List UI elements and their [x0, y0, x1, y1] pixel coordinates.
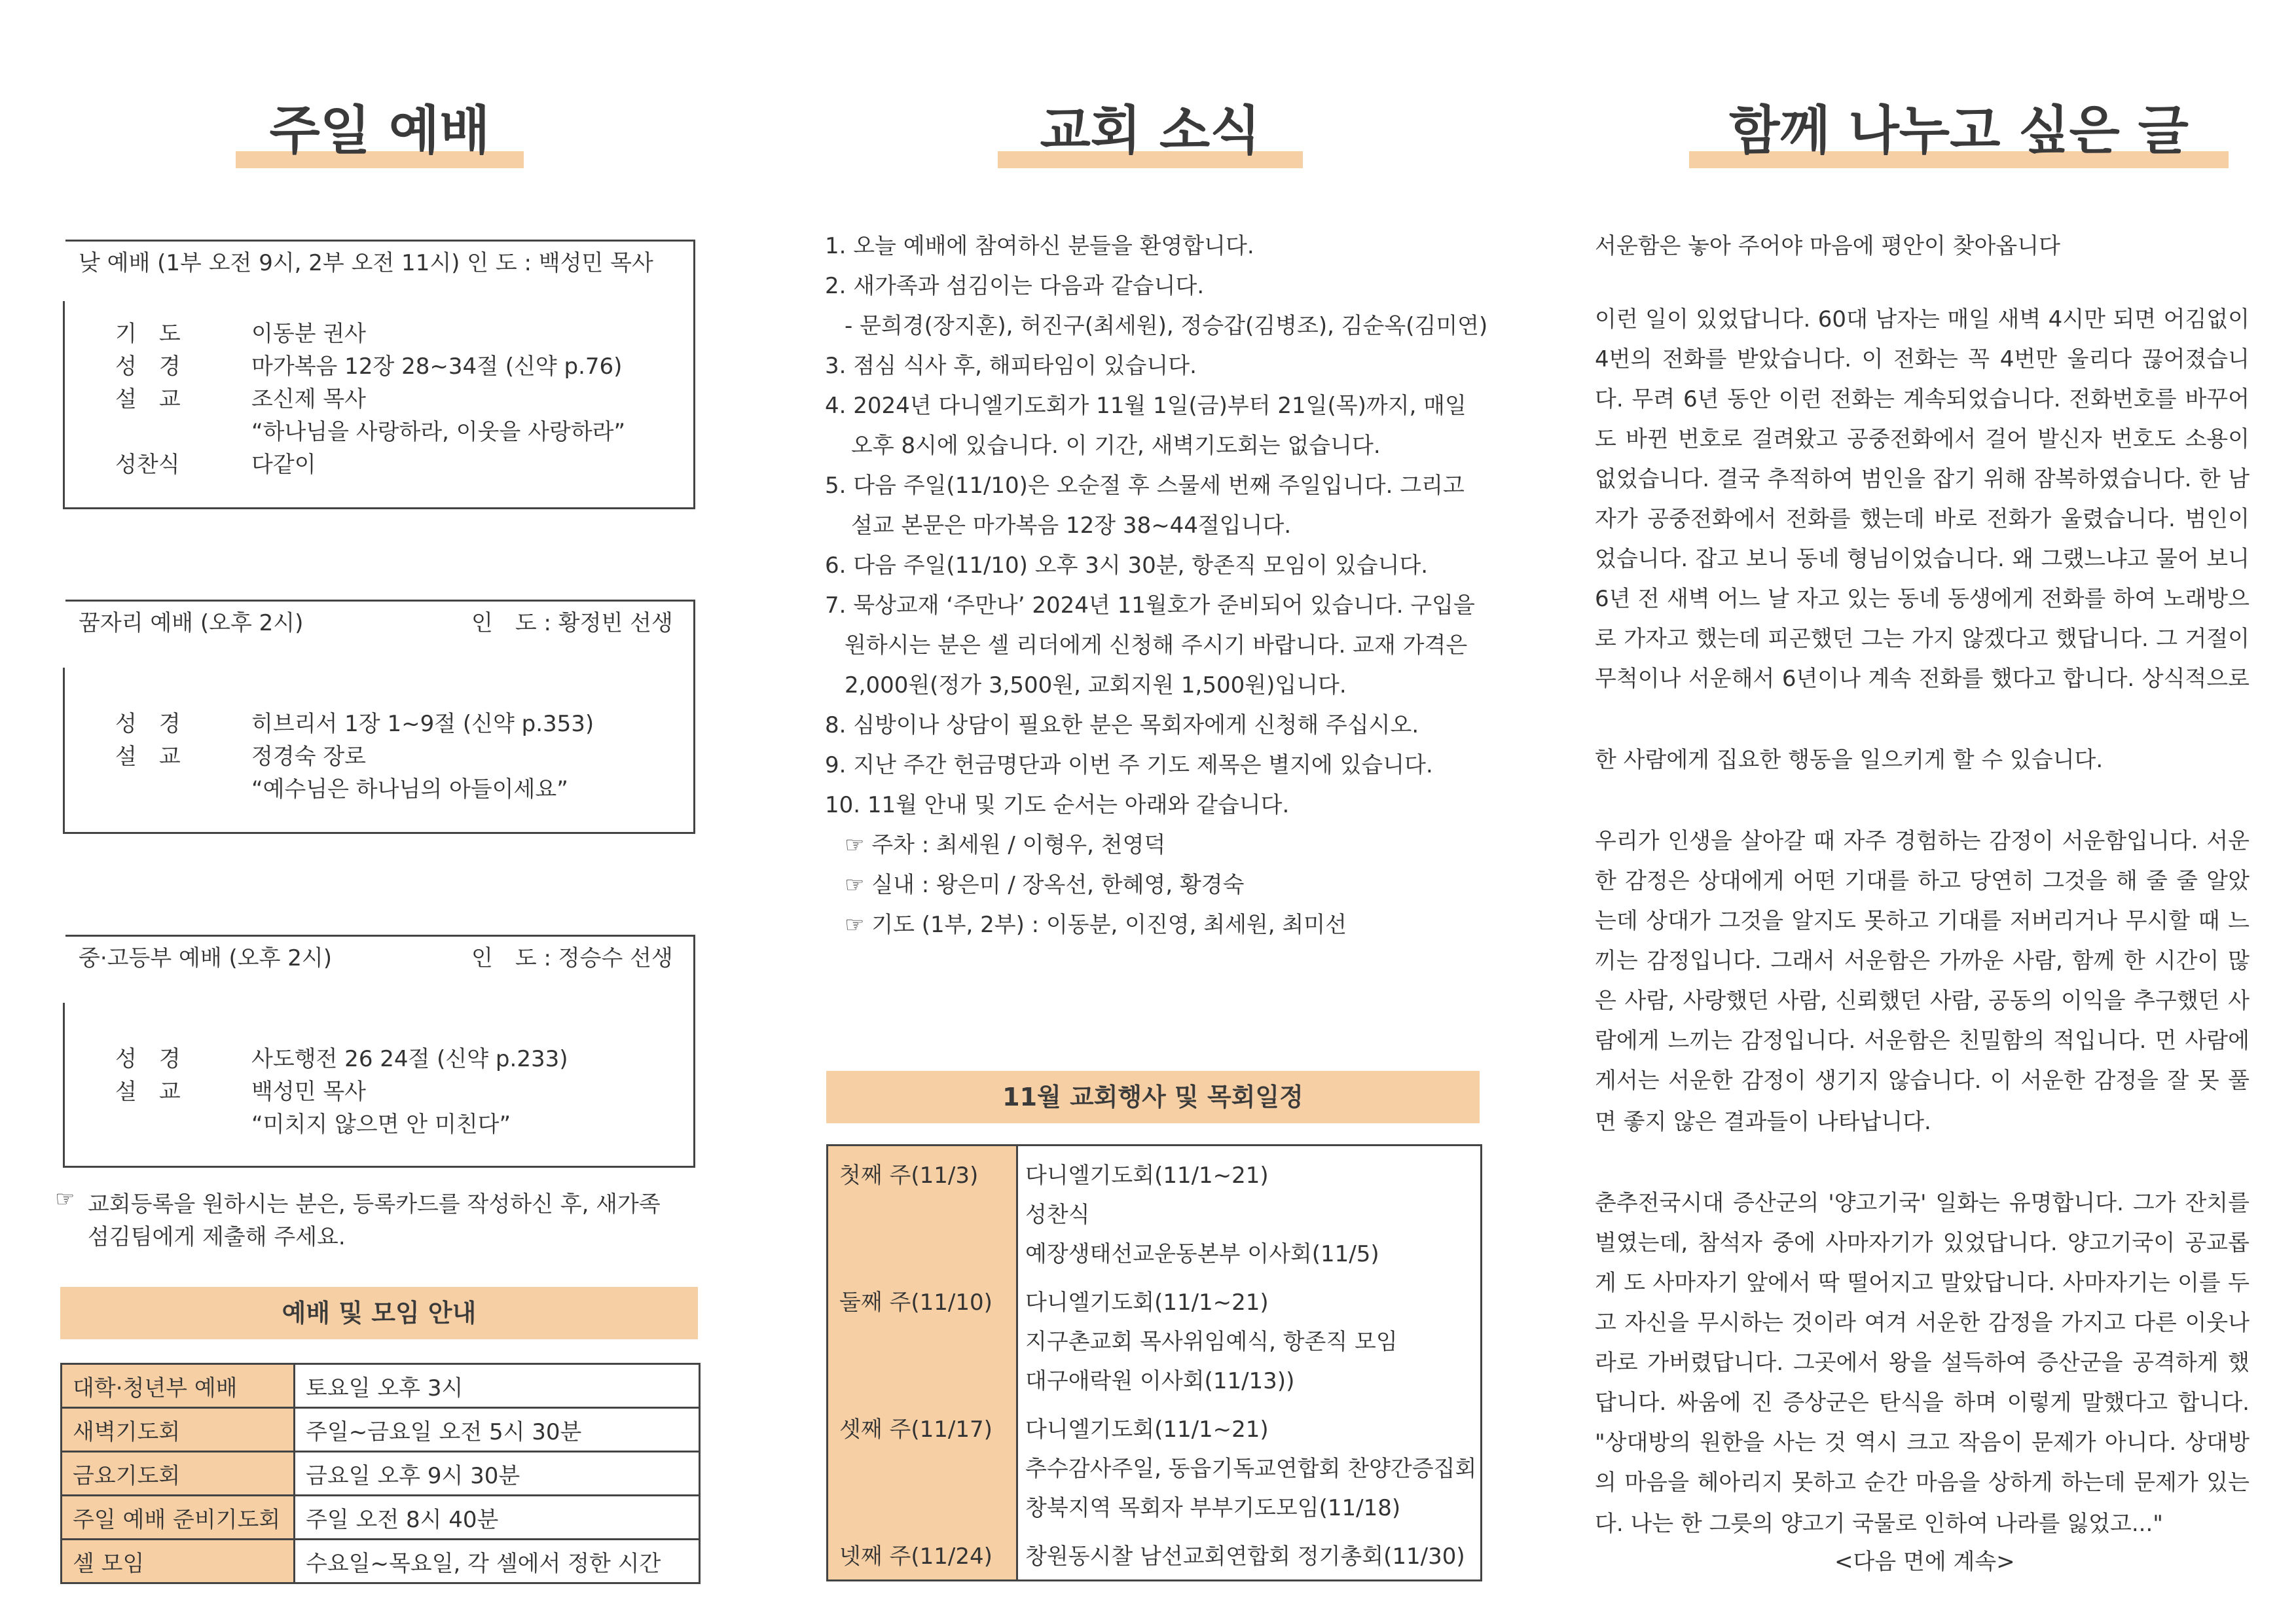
- schedule-item: 예장생태선교운동본부 이사회(11/5): [1025, 1241, 1379, 1267]
- schedule-week: 첫째 주(11/3): [839, 1163, 979, 1189]
- schedule-item: 창원동시찰 남선교회연합회 정기총회(11/30): [1025, 1543, 1465, 1570]
- table-row: [62, 1364, 700, 1408]
- youth-row-value: 사도행전 26 24절 (신약 p.233): [251, 1046, 568, 1072]
- schedule-item: 추수감사주일, 동읍기독교연합회 찬양간증집회: [1025, 1456, 1477, 1482]
- news-item: - 문희경(장지훈), 허진구(최세원), 정승갑(김병조), 김순옥(김미연): [845, 313, 1488, 339]
- schedule-title: 11월 교회행사 및 목회일정: [826, 1071, 1480, 1123]
- right-title: 함께 나누고 싶은 글: [1729, 100, 2189, 161]
- news-item: 10. 11월 안내 및 기도 순서는 아래와 같습니다.: [825, 792, 1290, 818]
- meeting-name: 셀 모임: [62, 1540, 295, 1583]
- news-item: 설교 본문은 마가복음 12장 38~44절입니다.: [851, 513, 1292, 539]
- schedule-week: 둘째 주(11/10): [839, 1290, 993, 1316]
- youth-sermon-title: “미치지 않으면 안 미친다”: [251, 1111, 511, 1138]
- news-item: 2. 새가족과 섬김이는 다음과 같습니다.: [825, 273, 1205, 299]
- news-item: ☞ 주차 : 최세원 / 이형우, 천영덕: [845, 832, 1166, 858]
- kids-row-label: 설 교: [115, 744, 181, 770]
- main-service-header: 낮 예배 (1부 오전 9시, 2부 오전 11시) 인 도 : 백성민 목사: [79, 250, 653, 276]
- news-item: 5. 다음 주일(11/10)은 오순절 후 스물세 번째 주일입니다. 그리고: [825, 473, 1465, 499]
- table-row: [62, 1540, 700, 1583]
- continued-note: <다음 면에 계속>: [1834, 1549, 2015, 1575]
- youth-row-label: 설 교: [115, 1079, 181, 1105]
- schedule-item: 지구촌교회 목사위임예식, 항존직 모임: [1025, 1329, 1398, 1355]
- schedule-item: 창북지역 목회자 부부기도모임(11/18): [1025, 1495, 1401, 1521]
- registration-note-line2: 섬김팀에게 제출해 주세요.: [88, 1224, 346, 1250]
- middle-title: 교회 소식: [1040, 100, 1261, 161]
- meeting-time: 토요일 오후 3시: [295, 1364, 700, 1408]
- essay-paragraph: 우리가 인생을 살아갈 때 자주 경험하는 감정이 서운함입니다. 서운한 감정은 상대에게 어떤 기대를 하고 당연히 그것을 해 줄 줄 알았는데 상대가 그것을 알지도 못하고 기대를 저버리거나 무시할 때 느끼는 감정입니다. 그래서 서운함은 가까운 사람, 함께 한 시간이 많은 사람, 사랑했던 사람, 신뢰했던 사람, 공동의 이익을 추구했던 사람에게 느끼는 감정입니다. 서운함은 친밀함의 적입니다. 먼 사람에게서는 서운한 감정이 생기지 않습니다. 이 서운한 감정을 잘 못 풀: [1595, 828, 2250, 1094]
- kids-sermon-title: “예수님은 하나님의 아들이세요”: [251, 776, 568, 803]
- meeting-name: 주일 예배 준비기도회: [62, 1496, 295, 1540]
- kids-service-box-top: [65, 600, 695, 672]
- table-row: [62, 1452, 700, 1496]
- news-item: 8. 심방이나 상담이 필요한 분은 목회자에게 신청해 주십시오.: [825, 712, 1419, 738]
- news-item: ☞ 기도 (1부, 2부) : 이동분, 이진영, 최세원, 최미선: [845, 912, 1347, 938]
- essay-paragraph-end: 면 좋지 않은 결과들이 나타납니다.: [1595, 1109, 1931, 1135]
- schedule-week: 넷째 주(11/24): [839, 1543, 993, 1570]
- kids-row-value: 정경숙 장로: [251, 744, 367, 770]
- schedule-week-column: [828, 1146, 1018, 1579]
- main-row-label: 설 교: [115, 386, 181, 412]
- news-item: ☞ 실내 : 왕은미 / 장옥선, 한혜영, 황경숙: [845, 872, 1245, 898]
- meeting-time: 주일~금요일 오전 5시 30분: [295, 1408, 700, 1452]
- schedule-item: 대구애락원 이사회(11/13)): [1025, 1368, 1295, 1394]
- youth-row-value: 백성민 목사: [251, 1079, 367, 1105]
- meeting-time: 주일 오전 8시 40분: [295, 1496, 700, 1540]
- main-row-value: 조신제 목사: [251, 386, 367, 412]
- essay-subtitle: 서운함은 놓아 주어야 마음에 평안이 찾아옵니다: [1595, 233, 2060, 259]
- main-row-value: 다같이: [251, 452, 316, 478]
- meeting-guide-title: 예배 및 모임 안내: [60, 1287, 698, 1339]
- kids-service-title: 꿈자리 예배 (오후 2시): [79, 610, 304, 636]
- left-title: 주일 예배: [269, 100, 490, 161]
- meeting-guide-table: [60, 1363, 701, 1584]
- kids-row-label: 성 경: [115, 711, 181, 737]
- schedule-item: 성찬식: [1025, 1202, 1090, 1228]
- news-item: 6. 다음 주일(11/10) 오후 3시 30분, 항존직 모임이 있습니다.: [825, 552, 1429, 579]
- meeting-name: 새벽기도회: [62, 1408, 295, 1452]
- meeting-name: 대학·청년부 예배: [62, 1364, 295, 1408]
- meeting-time: 금요일 오후 9시 30분: [295, 1452, 700, 1496]
- meeting-name: 금요기도회: [62, 1452, 295, 1496]
- registration-note-line1: 교회등록을 원하시는 분은, 등록카드를 작성하신 후, 새가족: [88, 1191, 661, 1218]
- youth-service-box-top: [65, 935, 695, 1007]
- youth-service-leader: 인 도 : 정승수 선생: [471, 945, 673, 971]
- news-item: 4. 2024년 다니엘기도회가 11월 1일(금)부터 21일(목)까지, 매일: [825, 393, 1467, 419]
- essay-paragraph-end: 한 사람에게 집요한 행동을 일으키게 할 수 있습니다.: [1595, 747, 2104, 773]
- table-row: [62, 1408, 700, 1452]
- youth-service-title: 중·고등부 예배 (오후 2시): [79, 945, 332, 971]
- news-item: 9. 지난 주간 헌금명단과 이번 주 기도 제목은 별지에 있습니다.: [825, 752, 1433, 778]
- essay-paragraph-end: 다. 나는 한 그릇의 양고기 국물로 인하여 나라를 잃었고...": [1595, 1511, 2163, 1537]
- essay-paragraph: 춘추전국시대 증산군의 '양고기국' 일화는 유명합니다. 그가 잔치를 벌였는데, 참석자 중에 사마자기가 있었답니다. 양고기국이 공교롭게 도 사마자기 앞에서 딱 떨어지고 말았답니다. 사마자기는 이를 두고 자신을 무시하는 것이라 여겨 서운한 감정을 가지고 다른 이웃나라로 가버렸답니다. 그곳에서 왕을 설득하여 증산군을 공격하게 했답니다. 싸움에 진 증상군은 탄식을 하며 이렇게 말했다고 합니다. "상대방의 원한을 사는 것 역시 크고 작음이 문제가 아니다. 상대방의 마음을 헤아리지 못하고 순간 마음을 상하게 하는데 문제가 있는: [1595, 1190, 2250, 1496]
- schedule-item: 다니엘기도회(11/1~21): [1025, 1163, 1269, 1189]
- essay-paragraph: 이런 일이 있었답니다. 60대 남자는 매일 새벽 4시만 되면 어김없이 4번의 전화를 받았습니다. 이 전화는 꼭 4번만 울리다 끊어졌습니다. 무려 6년 동안 이런 전화는 계속되었습니다. 전화번호를 바꾸어도 바뀐 번호로 걸려왔고 공중전화에서 걸어 발신자 번호도 소용이 없었습니다. 결국 추적하여 범인을 잡기 위해 잠복하였습니다. 한 남자가 공중전화에서 전화를 했는데 바로 전화가 울렸습니다. 범인이었습니다. 잡고 보니 동네 형님이었습니다. 왜 그랬느냐고 물어 보니 6년 전 새벽 어느 날 자고 있는 동네 동생에게 전화를 하여 노래방으로 가자고 했는데 피곤했던 그는 가지 않겠다고 했답니다. 그 거절이 무척이나 서운해서 6년이나 계속 전화를 했다고 합니다. 상식적으로: [1595, 306, 2250, 692]
- news-item: 원하시는 분은 셀 리더에게 신청해 주시기 바랍니다. 교재 가격은: [845, 632, 1468, 659]
- pointer-icon: ☞: [55, 1186, 75, 1212]
- news-item: 2,000원(정가 3,500원, 교회지원 1,500원)입니다.: [845, 672, 1347, 698]
- schedule-item: 다니엘기도회(11/1~21): [1025, 1416, 1269, 1443]
- main-sermon-title: “하나님을 사랑하라, 이웃을 사랑하라”: [251, 419, 626, 445]
- main-row-value: 마가복음 12장 28~34절 (신약 p.76): [251, 353, 623, 380]
- schedule-item: 다니엘기도회(11/1~21): [1025, 1290, 1269, 1316]
- news-item: 3. 점심 식사 후, 해피타임이 있습니다.: [825, 353, 1197, 379]
- news-item: 오후 8시에 있습니다. 이 기간, 새벽기도회는 없습니다.: [851, 433, 1381, 459]
- meeting-time: 수요일~목요일, 각 셀에서 정한 시간: [295, 1540, 700, 1583]
- main-row-label: 기 도: [115, 321, 181, 347]
- youth-row-label: 성 경: [115, 1046, 181, 1072]
- main-row-value: 이동분 권사: [251, 321, 367, 347]
- main-service-box-top: [65, 240, 695, 305]
- main-row-label: 성 경: [115, 353, 181, 380]
- news-item: 1. 오늘 예배에 참여하신 분들을 환영합니다.: [825, 233, 1254, 259]
- main-row-label: 성찬식: [115, 452, 180, 478]
- news-item: 7. 묵상교재 ‘주만나’ 2024년 11월호가 준비되어 있습니다. 구입을: [825, 592, 1475, 619]
- kids-service-leader: 인 도 : 황정빈 선생: [471, 610, 673, 636]
- table-row: [62, 1496, 700, 1540]
- kids-row-value: 히브리서 1장 1~9절 (신약 p.353): [251, 711, 594, 737]
- schedule-week: 셋째 주(11/17): [839, 1416, 993, 1443]
